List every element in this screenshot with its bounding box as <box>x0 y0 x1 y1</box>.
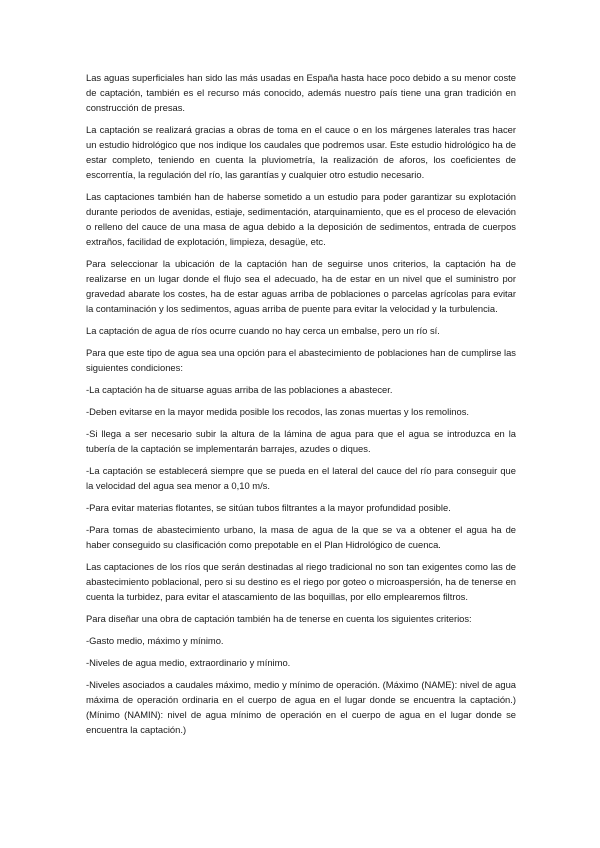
list-item-recodos: -Deben evitarse en la mayor medida posible los recodos, las zonas muertas y los remolinos. <box>86 406 469 417</box>
list-item-lateral: -La captación se establecerá siempre que se pueda en el lateral del cauce del río para conseguir que la velocidad del agua sea menor a 0,10 m/s. <box>86 465 516 491</box>
list-item-niveles: -Niveles de agua medio, extraordinario y mínimo. <box>86 657 291 668</box>
list-item-flotantes: -Para evitar materias flotantes, se sitúan tubos filtrantes a la mayor profundidad posible. <box>86 502 451 513</box>
paragraph-condiciones-intro: Para que este tipo de agua sea una opción para el abastecimiento de poblaciones han de cumplirse las siguientes condiciones: <box>86 347 516 373</box>
paragraph-rios: La captación de agua de ríos ocurre cuando no hay cerca un embalse, pero un río sí. <box>86 325 440 336</box>
list-item-niveles-caudales: -Niveles asociados a caudales máximo, medio y mínimo de operación. (Máximo (NAME): nivel de agua máxima de operación ordinaria en el cuerpo de agua en el lugar donde se encuentra la captación.) (Mínimo (NAMIN): nivel de agua mínimo de operación en el cuerpo de agua en el lugar donde se encuentra la captación.) <box>86 679 516 735</box>
paragraph-intro: Las aguas superficiales han sido las más usadas en España hasta hace poco debido a su menor coste de captación, también es el recurso más conocido, además nuestro país tiene una gran tradición en construcción de presas. <box>86 72 516 113</box>
list-item-gasto: -Gasto medio, máximo y mínimo. <box>86 635 224 646</box>
paragraph-captacion-obras: La captación se realizará gracias a obras de toma en el cauce o en los márgenes laterales tras hacer un estudio hidrológico que nos indique los caudales que podremos usar. Este estudio hidrológico ha de estar completo, teniendo en cuenta la pluviometría, la realización de aforos, los coeficientes de escorrentía, la regulación del río, las garantías y cualquier otro estudio necesario. <box>86 124 516 180</box>
paragraph-riego: Las captaciones de los ríos que serán destinadas al riego tradicional no son tan exigentes como las de abastecimiento poblacional, pero si su destino es el riego por goteo o microaspersión, ha de tenerse en cuenta la turbidez, para evitar el atascamiento de las boquillas, por ello emplearemos filtros. <box>86 561 516 602</box>
paragraph-criterios-intro: Para diseñar una obra de captación también ha de tenerse en cuenta los siguientes criterios: <box>86 613 472 624</box>
document-body <box>86 70 516 744</box>
paragraph-ubicacion: Para seleccionar la ubicación de la captación han de seguirse unos criterios, la captación ha de realizarse en un lugar donde el flujo sea el adecuado, ha de estar en un nivel que el suministro por gravedad abarate los costes, ha de estar aguas arriba de poblaciones o parcelas agrícolas para evitar la contaminación y los sedimentos, aguas arriba de puente para evitar la velocidad y la turbulencia. <box>86 258 516 314</box>
list-item-barrajes: -Si llega a ser necesario subir la altura de la lámina de agua para que el agua se introduzca en la tubería de la captación se implementarán barrajes, azudes o diques. <box>86 428 516 454</box>
paragraph-estudio-explotacion: Las captaciones también han de haberse sometido a un estudio para poder garantizar su explotación durante periodos de avenidas, estiaje, sedimentación, atarquinamiento, que es el proceso de elevación o relleno del cauce de una masa de agua debido a la deposición de sedimentos, entrada de cuerpos extraños, facilidad de explotación, limpieza, desagüe, etc. <box>86 191 516 247</box>
list-item-abastecimiento: -Para tomas de abastecimiento urbano, la masa de agua de la que se va a obtener el agua ha de haber conseguido su clasificación como prepotable en el Plan Hidrológico de cuenca. <box>86 524 516 550</box>
list-item-aguas-arriba: -La captación ha de situarse aguas arriba de las poblaciones a abastecer. <box>86 384 393 395</box>
